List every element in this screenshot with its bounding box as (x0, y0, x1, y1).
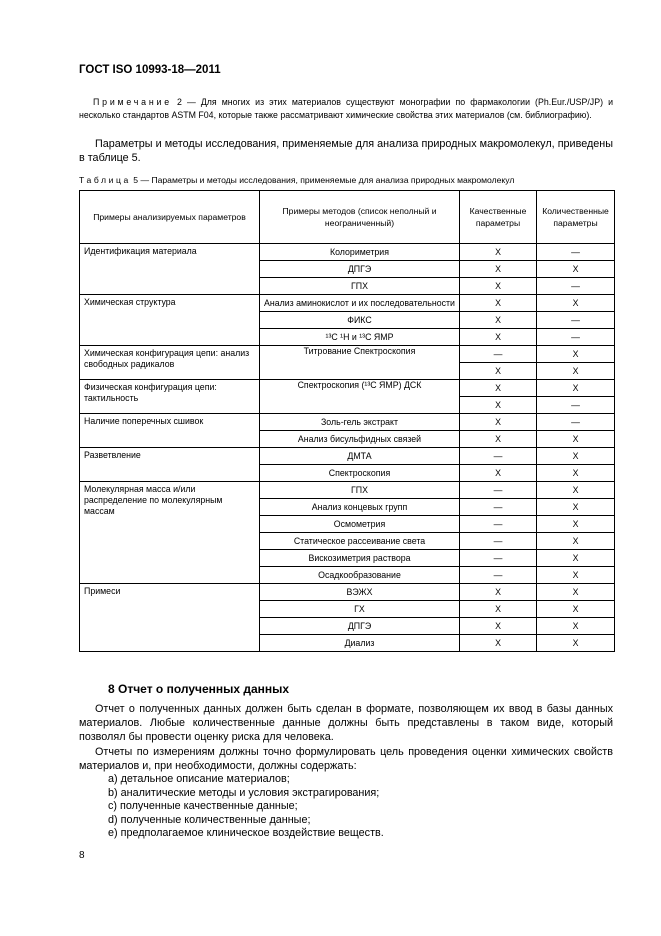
qualitative-cell: Х (460, 244, 537, 261)
parameter-cell: Физическая конфигурация цепи: тактильность (80, 380, 260, 414)
quantitative-cell: Х (537, 261, 615, 278)
method-cell: ДПГЭ (260, 261, 460, 278)
table-row (80, 295, 615, 312)
qualitative-cell: — (460, 567, 537, 584)
qualitative-cell: Х (460, 261, 537, 278)
table-caption-text: 5 — Параметры и методы исследования, применяемые для анализа природных макромолекул (133, 175, 515, 185)
quantitative-cell: — (537, 278, 615, 295)
parameter-cell: Наличие поперечных сшивок (80, 414, 260, 448)
qualitative-cell: Х (460, 601, 537, 618)
parameter-cell: Химическая структура (80, 295, 260, 346)
qualitative-cell: — (460, 448, 537, 465)
method-cell: Колориметрия (260, 244, 460, 261)
qualitative-cell: Х (460, 618, 537, 635)
list-item: c) полученные качественные данные; (108, 800, 298, 812)
parameter-cell: Примеси (80, 584, 260, 652)
list-item: e) предполагаемое клиническое воздействие веществ. (108, 827, 384, 839)
method-cell: Осмометрия (260, 516, 460, 533)
quantitative-cell: Х (537, 499, 615, 516)
quantitative-cell: Х (537, 567, 615, 584)
note-paragraph (79, 96, 613, 121)
quantitative-cell: — (537, 329, 615, 346)
note-label: Примечание (93, 97, 172, 107)
qualitative-cell: — (460, 482, 537, 499)
method-cell: ФИКС (260, 312, 460, 329)
qualitative-cell: — (460, 499, 537, 516)
qualitative-cell: Х (460, 584, 537, 601)
report-paragraph-1: Отчет о полученных данных должен быть сделан в формате, позволяющем их ввод в базы данных материалов. Любые количественные данные должны быть представлены в таком виде, который позволял бы провести оценку риска для человека. (79, 703, 613, 743)
table-row (80, 414, 615, 431)
method-cell: Анализ концевых групп (260, 499, 460, 516)
report-list (108, 773, 384, 841)
quantitative-cell: — (537, 414, 615, 431)
qualitative-cell: Х (460, 363, 537, 380)
quantitative-cell: Х (537, 584, 615, 601)
parameter-cell: Молекулярная масса и/или распределение по молекулярным массам (80, 482, 260, 584)
method-cell: ГПХ (260, 482, 460, 499)
method-cell: Осадкообразование (260, 567, 460, 584)
method-cell: Вискозиметрия раствора (260, 550, 460, 567)
quantitative-cell: Х (537, 601, 615, 618)
parameter-cell: Идентификация материала (80, 244, 260, 295)
method-cell: ¹³С ¹Н и ¹³С ЯМР (260, 329, 460, 346)
table-row (80, 448, 615, 465)
intro-paragraph: Параметры и методы исследования, применяемые для анализа природных макромолекул, приведены в таблице 5. (79, 138, 613, 164)
quantitative-cell: Х (537, 346, 615, 363)
quantitative-cell: — (537, 312, 615, 329)
quantitative-cell: — (537, 397, 615, 414)
method-cell: ДМТА (260, 448, 460, 465)
quantitative-cell: Х (537, 550, 615, 567)
qualitative-cell: Х (460, 414, 537, 431)
quantitative-cell: — (537, 244, 615, 261)
list-item: b) аналитические методы и условия экстрагирования; (108, 786, 380, 799)
method-cell: ВЭЖХ (260, 584, 460, 601)
qualitative-cell: Х (460, 380, 537, 397)
page-number: 8 (79, 850, 85, 861)
qualitative-cell: — (460, 516, 537, 533)
qualitative-cell: Х (460, 431, 537, 448)
method-cell: Золь-гель экстракт (260, 414, 460, 431)
header-parameters: Примеры анализируемых параметров (80, 191, 260, 244)
parameters-table (79, 190, 615, 652)
quantitative-cell: Х (537, 635, 615, 652)
method-cell: Титрование Спектроскопия (260, 346, 460, 380)
method-cell: Спектроскопия (260, 465, 460, 482)
table-caption (79, 175, 514, 185)
qualitative-cell: — (460, 533, 537, 550)
qualitative-cell: Х (460, 635, 537, 652)
qualitative-cell: — (460, 346, 537, 363)
quantitative-cell: Х (537, 533, 615, 550)
table-row (80, 244, 615, 261)
qualitative-cell: — (460, 550, 537, 567)
qualitative-cell: Х (460, 397, 537, 414)
method-cell: Диализ (260, 635, 460, 652)
method-cell: ГХ (260, 601, 460, 618)
quantitative-cell: Х (537, 482, 615, 499)
quantitative-cell: Х (537, 448, 615, 465)
method-cell: Статическое рассеивание света (260, 533, 460, 550)
table-header-row (80, 191, 615, 244)
note-text: 2 — Для многих из этих материалов существуют монографии по фармакологии (Ph.Eur./USP/JP) и несколько стандартов ASTM F04, которые также рассматривают химические свойства этих материалов (см. библиографию). (79, 97, 613, 120)
table-row (80, 482, 615, 499)
method-cell: ГПХ (260, 278, 460, 295)
document-header: ГОСТ ISO 10993-18—2011 (79, 64, 221, 76)
table-row (80, 380, 615, 397)
method-cell: Анализ аминокислот и их последовательности (260, 295, 460, 312)
report-paragraph-2: Отчеты по измерениям должны точно формулировать цель проведения оценки химических свойств материалов и, при необходимости, должны содержать: (79, 746, 613, 772)
quantitative-cell: Х (537, 516, 615, 533)
parameter-cell: Химическая конфигурация цепи: анализ свободных радикалов (80, 346, 260, 380)
header-qualitative: Качественные параметры (460, 191, 537, 244)
qualitative-cell: Х (460, 465, 537, 482)
qualitative-cell: Х (460, 278, 537, 295)
qualitative-cell: Х (460, 329, 537, 346)
quantitative-cell: Х (537, 618, 615, 635)
list-item: d) полученные количественные данные; (108, 813, 311, 826)
quantitative-cell: Х (537, 295, 615, 312)
quantitative-cell: Х (537, 380, 615, 397)
quantitative-cell: Х (537, 363, 615, 380)
qualitative-cell: Х (460, 312, 537, 329)
parameter-cell: Разветвление (80, 448, 260, 482)
section-title: 8 Отчет о полученных данных (108, 682, 290, 696)
header-methods: Примеры методов (список неполный и неограниченный) (260, 191, 460, 244)
qualitative-cell: Х (460, 295, 537, 312)
quantitative-cell: Х (537, 431, 615, 448)
method-cell: Спектроскопия (¹³С ЯМР) ДСК (260, 380, 460, 414)
header-quantitative: Количественные параметры (537, 191, 615, 244)
table-caption-label: Таблица (79, 175, 131, 185)
method-cell: Анализ бисульфидных связей (260, 431, 460, 448)
table-row (80, 346, 615, 363)
list-item: a) детальное описание материалов; (108, 773, 290, 785)
table-row (80, 584, 615, 601)
method-cell: ДПГЭ (260, 618, 460, 635)
quantitative-cell: Х (537, 465, 615, 482)
